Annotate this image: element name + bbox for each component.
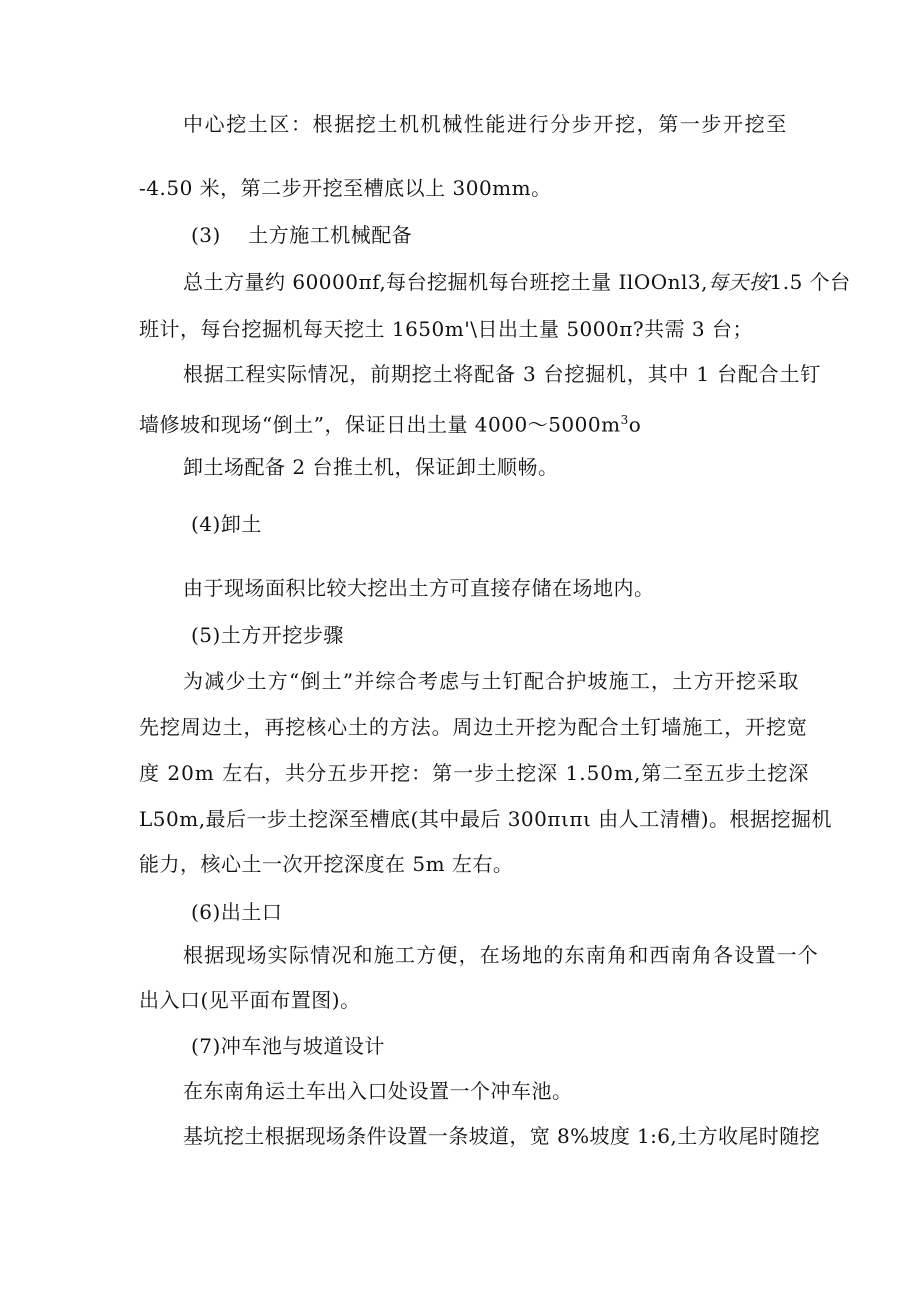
para2-line2: 班计，每台挖掘机每天挖土 1650m'\日出土量 5000π?共需 3 台； xyxy=(139,317,754,341)
para6-line5: 能力，核心土一次开挖深度在 5m 左右。 xyxy=(139,852,514,876)
para3-line1: 根据工程实际情况，前期挖土将配备 3 台挖掘机，其中 1 台配合土钉 xyxy=(183,362,822,386)
heading-6: (6)出土口 xyxy=(191,900,283,924)
heading-7: (7)冲车池与坡道设计 xyxy=(191,1034,385,1058)
para6-line1: 为减少土方“倒土”并综合考虑与土钉配合护坡施工，土方开挖采取 xyxy=(183,669,800,693)
para3-line2-sup: 3 xyxy=(620,413,629,427)
para7-line1: 根据现场实际情况和施工方便，在场地的东南角和西南角各设置一个 xyxy=(183,943,819,967)
para2-line1-italic: 每天按 xyxy=(707,270,770,294)
para7-line2: 出入口(见平面布置图)。 xyxy=(139,988,361,1012)
para3-line2 xyxy=(139,408,641,437)
para8: 在东南角运土车出入口处设置一个冲车池。 xyxy=(183,1079,573,1103)
heading-3: (3) 土方施工机械配备 xyxy=(191,223,413,247)
para2-line1-b: 1.5 个台 xyxy=(769,270,851,294)
para2-line1 xyxy=(183,270,851,294)
para1-line1: 中心挖土区：根据挖土机机械性能进行分步开挖，第一步开挖至 xyxy=(183,112,788,136)
para1-line2: -4.50 米，第二步开挖至槽底以上 300mm。 xyxy=(139,176,552,200)
para6-line3: 度 20m 左右，共分五步开挖：第一步土挖深 1.50m,第二至五步土挖深 xyxy=(139,761,810,785)
para3-line2-a: 墙修坡和现场“倒土”，保证日出土量 4000～5000m xyxy=(139,412,621,437)
para5: 由于现场面积比较大挖出土方可直接存储在场地内。 xyxy=(183,576,655,600)
para6-line2: 先挖周边土，再挖核心土的方法。周边土开挖为配合土钉墙施工，开挖宽 xyxy=(139,715,808,739)
para4: 卸土场配备 2 台推土机，保证卸土顺畅。 xyxy=(183,455,559,479)
heading-5: (5)土方开挖步骤 xyxy=(191,623,344,647)
para9: 基坑挖土根据现场条件设置一条坡道，宽 8%坡度 1:6,土方收尾时随挖 xyxy=(183,1124,820,1148)
para3-line2-b: o xyxy=(628,412,642,437)
para6-line4: L50m,最后一步土挖深至槽底(其中最后 300πιπι 由人工清槽)。根据挖掘机 xyxy=(139,807,833,831)
para2-line1-a: 总土方量约 60000πf,每台挖掘机每台班挖土量 IlOOnl3, xyxy=(183,270,708,294)
heading-4: (4)卸土 xyxy=(191,512,262,536)
